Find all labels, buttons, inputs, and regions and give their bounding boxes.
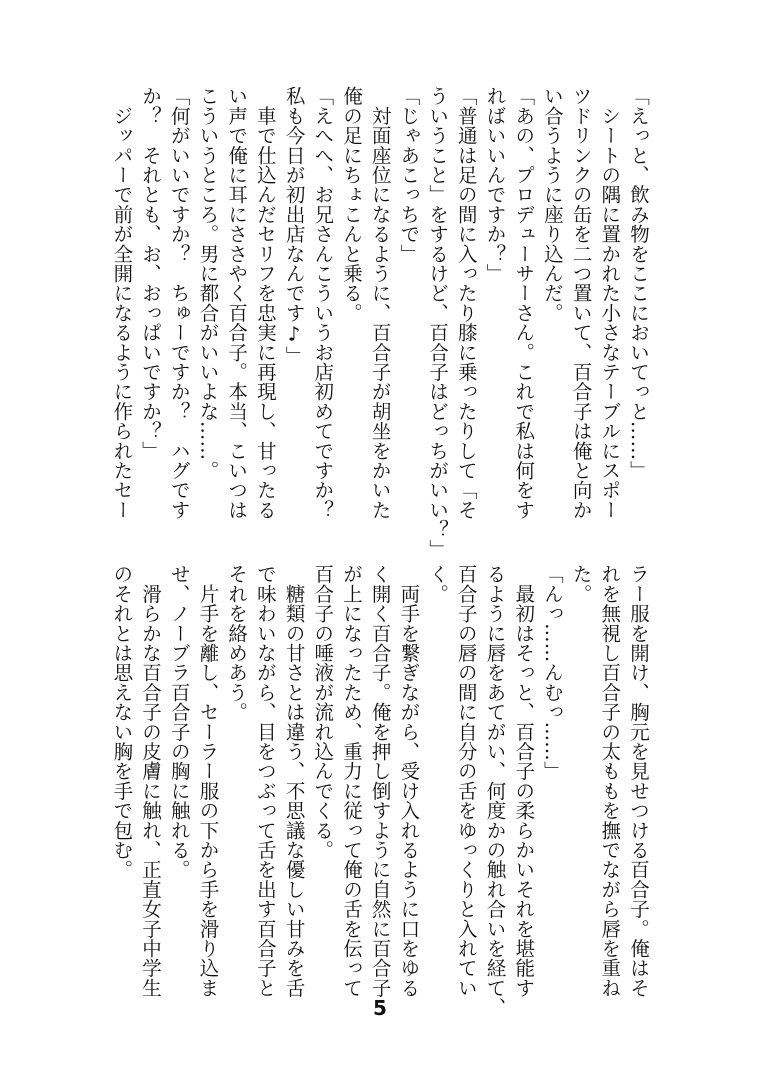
text-line: ういうこと」をするけど、百合子はどっちがいい？」	[426, 86, 450, 559]
text-line: ればいいんですか？」	[483, 86, 507, 283]
page-number: 5	[373, 996, 387, 1020]
text-line: れを無視し百合子の太ももを撫でながら唇を重ね	[598, 564, 622, 998]
text-line: 両手を繋ぎながら、受け入れるように口をゆる	[397, 564, 421, 998]
text-block-bottom	[106, 564, 652, 1018]
text-line: 「えへへ、お兄さんこういうお店初めてですか？	[311, 86, 335, 520]
text-line: ツドリンクの缶を二つ置いて、百合子は俺と向か	[569, 86, 593, 520]
text-line: 「えっと、飲み物をここにおいてっと……」	[627, 86, 650, 480]
text-line: 「じゃあこっちで」	[397, 86, 421, 264]
text-line: 車で仕込んだセリフを忠実に再現し、甘ったる	[253, 86, 277, 520]
text-block-top	[106, 86, 652, 559]
text-line: 糖類の甘さとは違う、不思議な優しい甘みを舌	[282, 564, 306, 998]
text-line: ジッパーで前が全開になるように作られたセー	[110, 86, 134, 520]
text-line: 俺の足にちょこんと乗る。	[339, 86, 363, 323]
text-line: で味わいながら、目をつぶって舌を出す百合子と	[253, 564, 277, 998]
text-line: シートの隅に置かれた小さなテーブルにスポー	[598, 86, 622, 520]
text-line: が上になったため、重力に従って俺の舌を伝って	[339, 564, 363, 998]
text-line: 百合子の唇の間に自分の舌をゆっくりと入れてい	[454, 564, 478, 998]
text-line: く。	[426, 564, 450, 604]
text-line: 「普通は足の間に入ったり膝に乗ったりして「そ	[454, 86, 478, 520]
text-line: 「あの、プロデューサーさん。これで私は何をす	[512, 86, 536, 520]
text-line: 滑らかな百合子の皮膚に触れ、正直女子中学生	[139, 564, 163, 998]
text-line: こういうところ。男に都合がいいよな……。	[196, 86, 220, 480]
text-line: 最初はそっと、百合子の柔らかいそれを堪能す	[512, 564, 536, 998]
text-line: せ、ノーブラ百合子の胸に触れる。	[167, 564, 191, 880]
text-line: か？ それとも、お、おっぱいですか？」	[139, 86, 163, 461]
text-line: それを絡めあう。	[225, 564, 249, 722]
text-line: 「んっ……んむっ……」	[540, 564, 564, 781]
text-line: 私も今日が初出店なんです♪」	[282, 86, 306, 366]
text-line: 片手を離し、セーラー服の下から手を滑り込ま	[196, 564, 220, 998]
text-line: く開く百合子。俺を押し倒すように自然に百合子	[368, 564, 392, 998]
text-line: のそれとは思えない胸を手で包む。	[110, 564, 134, 880]
text-line: い合うように座り込んだ。	[540, 86, 564, 323]
text-line: るように唇をあてがい、何度かの触れ合いを経て、	[483, 564, 507, 1018]
text-line: 百合子の唾液が流れ込んでくる。	[311, 564, 335, 860]
text-line: 対面座位になるように、百合子が胡坐をかいた	[368, 86, 392, 520]
text-line: た。	[569, 564, 593, 604]
text-line: 「何がいいですか？ ちゅーですか？ ハグです	[167, 86, 191, 520]
text-line: ラー服を開け、胸元を見せつける百合子。俺はそ	[627, 564, 650, 998]
text-line: い声で俺に耳にささやく百合子。本当、こいつは	[225, 86, 249, 520]
